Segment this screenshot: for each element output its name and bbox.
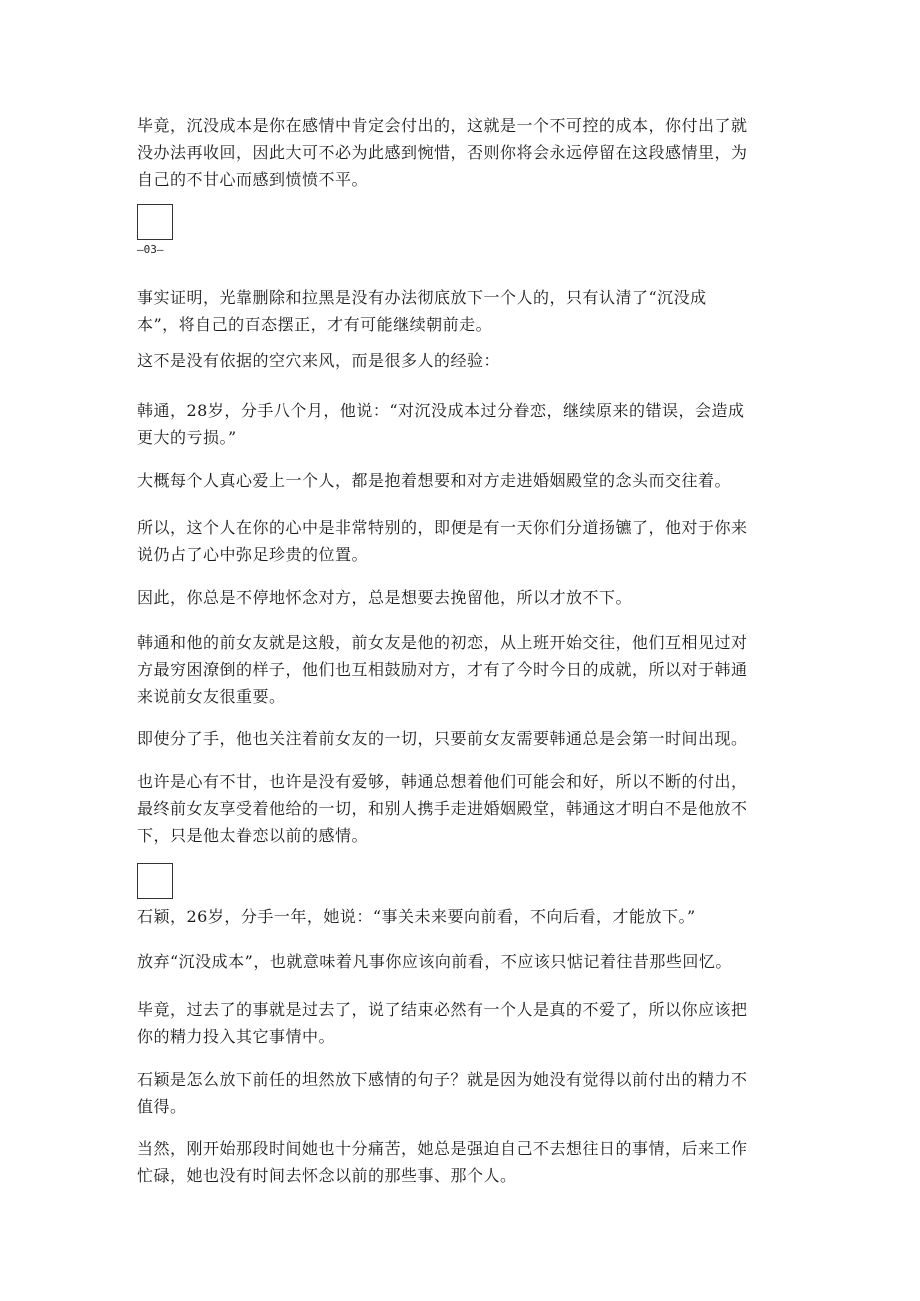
paragraph: 即使分了手，他也关注着前女友的一切，只要前女友需要韩通总是会第一时间出现。 [137, 729, 748, 748]
paragraph: 韩通和他的前女友就是这般，前女友是他的初恋，从上班开始交往，他们互相见过对 方最穷困潦倒的样子，他们也互相鼓励对方，才有了今时今日的成就，所以对于韩通 来说前女友很重要。 [137, 633, 748, 706]
paragraph: 这不是没有依据的空穴来风，而是很多人的经验： [137, 351, 501, 370]
paragraph: 毕竟，过去了的事就是过去了，说了结束必然有一个人是真的不爱了，所以你应该把 你的精力投入其它事情中。 [137, 1000, 748, 1046]
paragraph: 事实证明，光靠删除和拉黑是没有办法彻底放下一个人的，只有认清了“沉没成 本”，将自己的百态摆正，才有可能继续朝前走。 [137, 288, 707, 334]
paragraph: 也许是心有不甘，也许是没有爱够，韩通总想着他们可能会和好，所以不断的付出， 最终前女友享受着他给的一切，和别人携手走进婚姻殿堂，韩通这才明白不是他放不 下，只是他太眷恋以前的感情。 [137, 772, 748, 845]
paragraph: 毕竟，沉没成本是你在感情中肯定会付出的，这就是一个不可控的成本，你付出了就 没办法再收回，因此大可不必为此感到惋惜，否则你将会永远停留在这段感情里，为 自己的不甘心而感到愤愤不平。 [137, 116, 748, 189]
paragraph: 所以，这个人在你的心中是非常特别的，即便是有一天你们分道扬镳了，他对于你来 说仍占了心中弥足珍贵的位置。 [137, 518, 748, 564]
paragraph: 当然，刚开始那段时间她也十分痛苦，她总是强迫自己不去想往日的事情，后来工作 忙碌，她也没有时间去怀念以前的那些事、那个人。 [137, 1139, 748, 1185]
paragraph: 大概每个人真心爱上一个人，都是抱着想要和对方走进婚姻殿堂的念头而交往着。 [137, 471, 732, 490]
paragraph: 石颖是怎么放下前任的坦然放下感情的句子？就是因为她没有觉得以前付出的精力不 值得。 [137, 1070, 748, 1116]
image-placeholder [137, 204, 173, 240]
paragraph: 因此，你总是不停地怀念对方，总是想要去挽留他，所以才放不下。 [137, 588, 633, 607]
paragraph: 放弃“沉没成本”，也就意味着凡事你应该向前看，不应该只惦记着往昔那些回忆。 [137, 952, 732, 971]
image-placeholder [137, 863, 173, 899]
paragraph: 石颖，26岁，分手一年，她说：“事关未来要向前看，不向后看，才能放下。” [137, 907, 696, 926]
section-marker: —03— [137, 243, 164, 256]
paragraph: 韩通，28岁，分手八个月，他说：“对沉没成本过分眷恋，继续原来的错误，会造成 更大的亏损。” [137, 401, 745, 447]
